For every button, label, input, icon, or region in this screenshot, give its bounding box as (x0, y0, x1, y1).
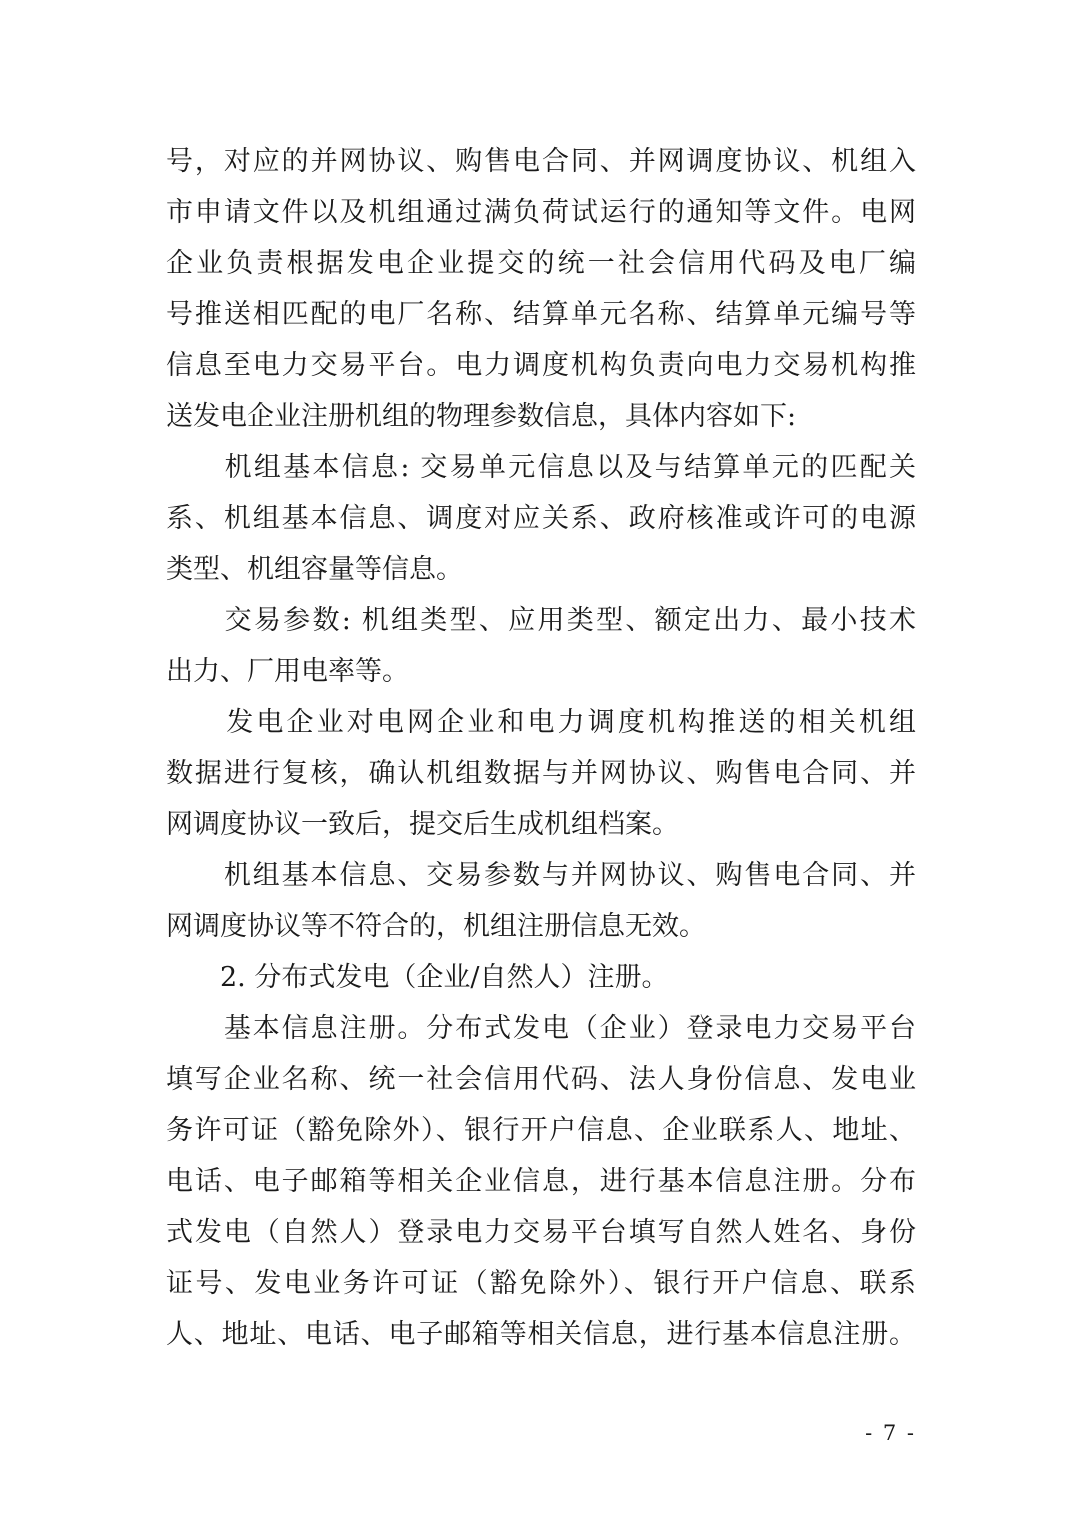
text-line: 号推送相匹配的电厂名称、结算单元名称、结算单元编号等 (166, 299, 916, 330)
text-line: 基本信息注册。分布式发电（企业）登录电力交易平台 (166, 1013, 916, 1044)
text-line: 填写企业名称、统一社会信用代码、法人身份信息、发电业 (166, 1064, 916, 1095)
body-text (166, 136, 916, 1360)
text-line: 数据进行复核，确认机组数据与并网协议、购售电合同、并 (166, 758, 916, 789)
text-line: 证号、发电业务许可证（豁免除外）、银行开户信息、联系 (166, 1268, 916, 1299)
text-line: 网调度协议一致后，提交后生成机组档案。 (166, 809, 679, 840)
text-line: 机组基本信息、交易参数与并网协议、购售电合同、并 (166, 860, 916, 891)
text-line: 发电企业对电网企业和电力调度机构推送的相关机组 (166, 707, 916, 738)
text-line: 信息至电力交易平台。电力调度机构负责向电力交易机构推 (166, 350, 916, 381)
text-line: 送发电企业注册机组的物理参数信息，具体内容如下: (166, 401, 797, 432)
text-line: 出力、厂用电率等。 (166, 656, 409, 687)
page-number: - 7 - (865, 1421, 916, 1445)
section-heading: 2. 分布式发电（企业/自然人）注册。 (166, 962, 669, 993)
text-line: 系、机组基本信息、调度对应关系、政府核准或许可的电源 (166, 503, 916, 534)
text-line: 类型、机组容量等信息。 (166, 554, 463, 585)
text-line: 号，对应的并网协议、购售电合同、并网调度协议、机组入 (166, 146, 916, 177)
text-line: 式发电（自然人）登录电力交易平台填写自然人姓名、身份 (166, 1217, 916, 1248)
text-line: 市申请文件以及机组通过满负荷试运行的通知等文件。电网 (166, 197, 916, 228)
text-line: 企业负责根据发电企业提交的统一社会信用代码及电厂编 (166, 248, 916, 279)
text-line: 电话、电子邮箱等相关企业信息，进行基本信息注册。分布 (166, 1166, 916, 1197)
text-line: 务许可证（豁免除外）、银行开户信息、企业联系人、地址、 (166, 1115, 916, 1146)
text-line: 交易参数: 机组类型、应用类型、额定出力、最小技术 (166, 605, 916, 636)
text-line: 人、地址、电话、电子邮箱等相关信息，进行基本信息注册。 (166, 1319, 916, 1350)
text-line: 机组基本信息: 交易单元信息以及与结算单元的匹配关 (166, 452, 916, 483)
text-line: 网调度协议等不符合的，机组注册信息无效。 (166, 911, 706, 942)
